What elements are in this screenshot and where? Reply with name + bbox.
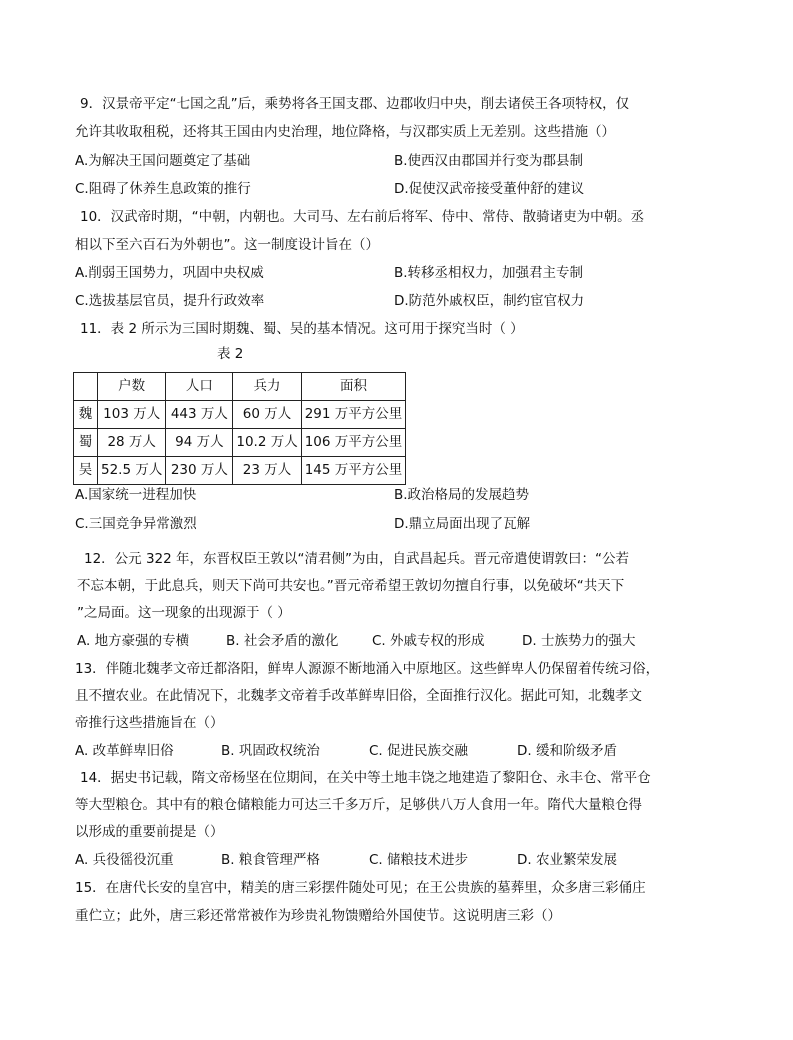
q14-option-a: A. 兵役徭役沉重 (75, 852, 174, 868)
q9-stem-line-1: 9．汉景帝平定“七国之乱”后，乘势将各王国支郡、边郡收归中央，削去诸侯王各项特权，仅 (80, 96, 630, 112)
q14-option-c: C. 储粮技术进步 (369, 852, 469, 868)
q13-option-d: D. 缓和阶级矛盾 (517, 743, 617, 759)
q11-option-a: A.国家统一进程加快 (75, 487, 197, 503)
table-cell: 230 万人 (166, 457, 233, 485)
table-row (74, 401, 406, 429)
table-cell: 106 万平方公里 (301, 429, 406, 457)
table-cell: 23 万人 (233, 457, 301, 485)
q13-stem-line-1: 13．伴随北魏孝文帝迁都洛阳，鲜卑人源源不断地涌入中原地区。这些鲜卑人仍保留着传统习俗， (75, 661, 660, 677)
q10-option-b: B.转移丞相权力，加强君主专制 (394, 265, 584, 281)
table-cell: 443 万人 (166, 401, 233, 429)
q13-stem-line-3: 帝推行这些措施旨在（） (75, 715, 224, 731)
table-header-cell (74, 373, 98, 401)
q14-option-b: B. 粮食管理严格 (221, 852, 320, 868)
table-cell: 103 万人 (98, 401, 166, 429)
table-header-row (74, 373, 406, 401)
q12-stem-line-1: 12．公元 322 年，东晋权臣王敦以“清君侧”为由，自武昌起兵。晋元帝遣使谓敦曰：“公若 (84, 551, 630, 567)
table-caption: 表 2 (217, 346, 244, 362)
q10-option-d: D.防范外戚权臣，制约宦官权力 (394, 293, 585, 309)
table-row (74, 457, 406, 485)
table-cell: 145 万平方公里 (301, 457, 406, 485)
table-cell: 94 万人 (166, 429, 233, 457)
q12-option-a: A. 地方豪强的专横 (77, 633, 190, 649)
three-kingdoms-table (73, 372, 406, 485)
table-cell: 10.2 万人 (233, 429, 301, 457)
table-cell: 魏 (74, 401, 98, 429)
q13-option-b: B. 巩固政权统治 (221, 743, 320, 759)
q10-stem-line-1: 10．汉武帝时期，“中朝，内朝也。大司马、左右前后将军、侍中、常侍、散骑诸吏为中朝。丞 (80, 209, 645, 225)
q12-option-d: D. 士族势力的强大 (522, 633, 636, 649)
table-header-cell: 兵力 (233, 373, 301, 401)
q14-stem-line-2: 等大型粮仓。其中有的粮仓储粮能力可达三千多万斤，足够供八万人食用一年。隋代大量粮仓得 (75, 797, 642, 813)
table-header-cell: 面积 (301, 373, 406, 401)
table-cell: 吴 (74, 457, 98, 485)
table-cell: 291 万平方公里 (301, 401, 406, 429)
table-cell: 60 万人 (233, 401, 301, 429)
q15-stem-line-2: 重伫立；此外，唐三彩还常常被作为珍贵礼物馈赠给外国使节。这说明唐三彩（） (75, 908, 561, 924)
q11-option-d: D.鼎立局面出现了瓦解 (394, 516, 531, 532)
q9-option-d: D.促使汉武帝接受董仲舒的建议 (394, 181, 585, 197)
q11-option-c: C.三国竞争异常激烈 (75, 516, 197, 532)
table-header-cell: 人口 (166, 373, 233, 401)
q10-stem-line-2: 相以下至六百石为外朝也”。这一制度设计旨在（） (75, 237, 379, 253)
q13-stem-line-2: 且不擅农业。在此情况下，北魏孝文帝着手改革鲜卑旧俗，全面推行汉化。据此可知，北魏孝文 (75, 688, 642, 704)
table-cell: 52.5 万人 (98, 457, 166, 485)
table-row (74, 429, 406, 457)
q13-option-a: A. 改革鲜卑旧俗 (75, 743, 174, 759)
q12-option-b: B. 社会矛盾的激化 (226, 633, 339, 649)
table-header-cell: 户数 (98, 373, 166, 401)
q14-stem-line-3: 以形成的重要前提是（） (75, 824, 224, 840)
table-cell: 蜀 (74, 429, 98, 457)
q9-option-b: B.使西汉由郡国并行变为郡县制 (394, 153, 584, 169)
q15-stem-line-1: 15．在唐代长安的皇宫中，精美的唐三彩摆件随处可见；在王公贵族的墓葬里，众多唐三彩俑庄 (75, 880, 646, 896)
q12-option-c: C. 外戚专权的形成 (372, 633, 485, 649)
q11-stem-line-1: 11．表 2 所示为三国时期魏、蜀、吴的基本情况。这可用于探究当时（ ） (80, 321, 524, 337)
q9-stem-line-2: 允许其收取租税，还将其王国由内史治理，地位降格，与汉郡实质上无差别。这些措施（） (75, 124, 615, 140)
q14-stem-line-1: 14．据史书记载，隋文帝杨坚在位期间，在关中等土地丰饶之地建造了黎阳仓、永丰仓、常平仓 (80, 770, 651, 786)
q12-stem-line-2: 不忘本朝，于此息兵，则天下尚可共安也。”晋元帝希望王敦切勿擅自行事，以免破坏“共天下 (77, 578, 625, 594)
q12-stem-line-3: ”之局面。这一现象的出现源于（ ） (77, 605, 291, 621)
q11-option-b: B.政治格局的发展趋势 (394, 487, 530, 503)
q14-option-d: D. 农业繁荣发展 (517, 852, 617, 868)
q10-option-c: C.选拔基层官员，提升行政效率 (75, 293, 265, 309)
q9-option-a: A.为解决王国问题奠定了基础 (75, 153, 251, 169)
q10-option-a: A.削弱王国势力，巩固中央权威 (75, 265, 264, 281)
q9-option-c: C.阻碍了休养生息政策的推行 (75, 181, 251, 197)
table-cell: 28 万人 (98, 429, 166, 457)
q13-option-c: C. 促进民族交融 (369, 743, 469, 759)
